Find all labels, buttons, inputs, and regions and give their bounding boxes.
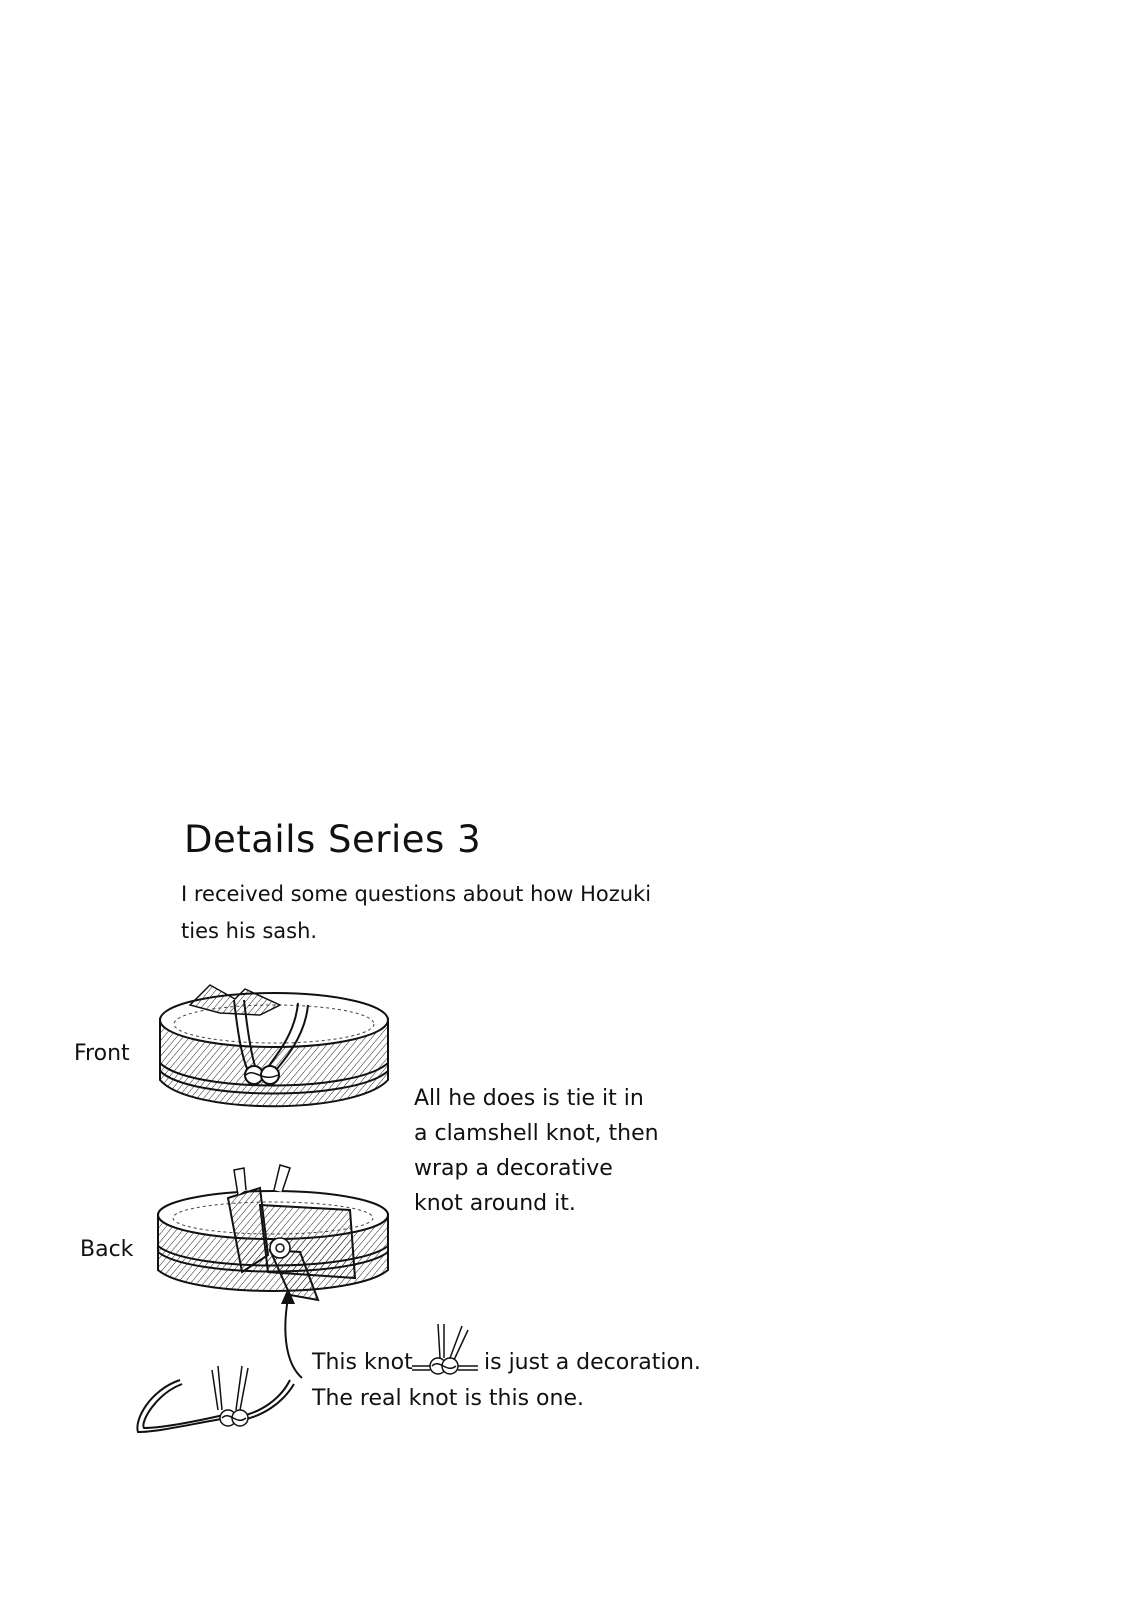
front-label: Front bbox=[74, 1041, 130, 1066]
knot-note-end: is just a decoration. bbox=[484, 1350, 701, 1375]
knot-note-start: This knot bbox=[312, 1350, 413, 1375]
intro-line: I received some questions about how Hozuki bbox=[181, 882, 652, 906]
intro-line: ties his sash. bbox=[181, 919, 318, 943]
explanation-text bbox=[414, 1081, 659, 1221]
sash-back-illustration bbox=[150, 1160, 400, 1310]
explanation-line: All he does is tie it in bbox=[414, 1086, 644, 1111]
explanation-line: a clamshell knot, then bbox=[414, 1121, 659, 1146]
real-knot-illustration bbox=[130, 1360, 300, 1450]
decorative-knot-icon bbox=[410, 1322, 480, 1382]
knot-note-line2: The real knot is this one. bbox=[312, 1386, 584, 1411]
intro-text bbox=[181, 876, 651, 950]
explanation-line: knot around it. bbox=[414, 1191, 576, 1216]
sash-front-illustration bbox=[150, 975, 400, 1125]
page-title: Details Series 3 bbox=[184, 818, 482, 861]
explanation-line: wrap a decorative bbox=[414, 1156, 613, 1181]
back-label: Back bbox=[80, 1237, 134, 1262]
